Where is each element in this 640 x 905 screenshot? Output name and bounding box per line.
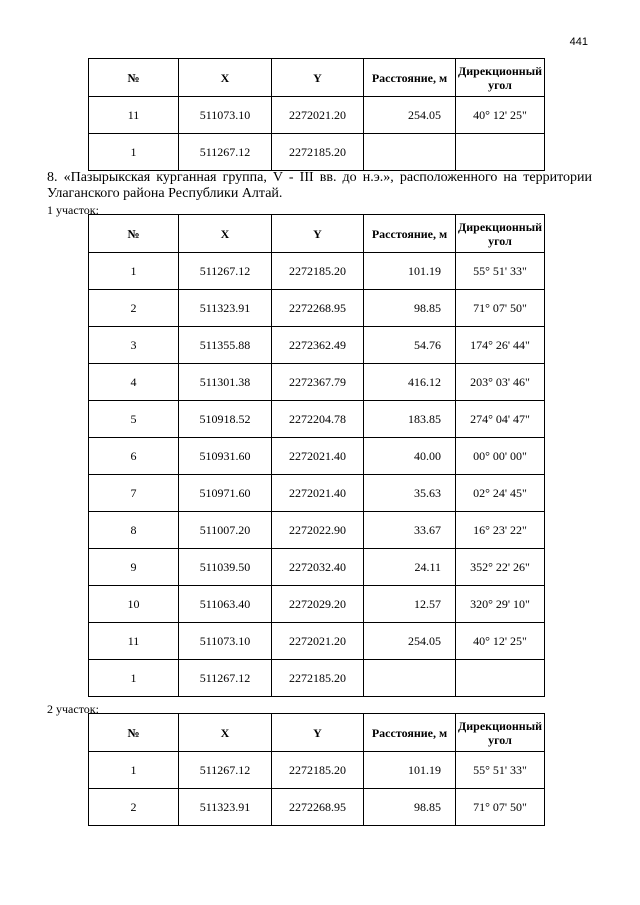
cell-y: 2272204.78 <box>272 401 364 438</box>
cell-y: 2272367.79 <box>272 364 364 401</box>
table-row <box>89 475 545 512</box>
cell-x: 511267.12 <box>179 660 272 697</box>
cell-distance: 101.19 <box>364 253 456 290</box>
cell-number: 7 <box>89 475 179 512</box>
table-row <box>89 512 545 549</box>
cell-y: 2272268.95 <box>272 789 364 826</box>
header-y: Y <box>272 714 364 752</box>
header-distance: Расстояние, м <box>364 714 456 752</box>
cell-direction-angle: 40° 12' 25" <box>456 623 545 660</box>
cell-x: 510918.52 <box>179 401 272 438</box>
header-x: X <box>179 215 272 253</box>
table-row <box>89 438 545 475</box>
cell-number: 2 <box>89 789 179 826</box>
coordinates-table-plot-2 <box>88 713 545 826</box>
cell-distance: 254.05 <box>364 97 456 134</box>
table-row <box>89 134 545 171</box>
cell-distance: 33.67 <box>364 512 456 549</box>
cell-direction-angle: 352° 22' 26" <box>456 549 545 586</box>
cell-x: 511073.10 <box>179 97 272 134</box>
cell-number: 1 <box>89 752 179 789</box>
header-number: № <box>89 59 179 97</box>
cell-x: 511301.38 <box>179 364 272 401</box>
coordinates-table-plot-1 <box>88 214 545 697</box>
cell-distance: 54.76 <box>364 327 456 364</box>
cell-x: 511267.12 <box>179 134 272 171</box>
cell-number: 1 <box>89 134 179 171</box>
cell-y: 2272021.40 <box>272 475 364 512</box>
coordinates-table-continued <box>88 58 545 171</box>
cell-direction-angle: 00° 00' 00" <box>456 438 545 475</box>
table-row <box>89 253 545 290</box>
cell-x: 511039.50 <box>179 549 272 586</box>
table-row <box>89 401 545 438</box>
table-row <box>89 97 545 134</box>
table-header-row <box>89 59 545 97</box>
cell-x: 511267.12 <box>179 752 272 789</box>
table-row <box>89 327 545 364</box>
table-header-row <box>89 215 545 253</box>
cell-number: 11 <box>89 97 179 134</box>
cell-direction-angle: 203° 03' 46" <box>456 364 545 401</box>
section-8-heading: 8. «Пазырыкская курганная группа, V - III вв. до н.э.», расположенного на территории Улаганского района Республики Алтай. <box>47 170 592 201</box>
cell-distance: 40.00 <box>364 438 456 475</box>
cell-direction-angle: 55° 51' 33" <box>456 253 545 290</box>
header-x: X <box>179 59 272 97</box>
cell-distance: 416.12 <box>364 364 456 401</box>
table-row <box>89 660 545 697</box>
plot-1-label: 1 участок: <box>47 203 99 217</box>
cell-distance: 98.85 <box>364 290 456 327</box>
header-direction-angle: Дирекционный угол <box>456 59 545 97</box>
header-direction-angle: Дирекционный угол <box>456 714 545 752</box>
cell-distance: 98.85 <box>364 789 456 826</box>
cell-direction-angle: 16° 23' 22" <box>456 512 545 549</box>
cell-number: 1 <box>89 253 179 290</box>
table-header-row <box>89 714 545 752</box>
cell-direction-angle <box>456 134 545 171</box>
cell-distance <box>364 660 456 697</box>
table-row <box>89 789 545 826</box>
cell-x: 510931.60 <box>179 438 272 475</box>
table-row <box>89 623 545 660</box>
table-row <box>89 586 545 623</box>
cell-x: 510971.60 <box>179 475 272 512</box>
header-number: № <box>89 215 179 253</box>
cell-number: 5 <box>89 401 179 438</box>
header-x: X <box>179 714 272 752</box>
cell-number: 11 <box>89 623 179 660</box>
cell-distance: 183.85 <box>364 401 456 438</box>
cell-x: 511063.40 <box>179 586 272 623</box>
header-y: Y <box>272 59 364 97</box>
cell-direction-angle: 40° 12' 25" <box>456 97 545 134</box>
table-row <box>89 752 545 789</box>
cell-distance: 12.57 <box>364 586 456 623</box>
cell-y: 2272185.20 <box>272 253 364 290</box>
header-distance: Расстояние, м <box>364 59 456 97</box>
table-row <box>89 549 545 586</box>
header-distance: Расстояние, м <box>364 215 456 253</box>
cell-x: 511323.91 <box>179 789 272 826</box>
cell-y: 2272029.20 <box>272 586 364 623</box>
cell-direction-angle: 02° 24' 45" <box>456 475 545 512</box>
header-y: Y <box>272 215 364 253</box>
cell-number: 4 <box>89 364 179 401</box>
plot-2-label: 2 участок: <box>47 702 99 716</box>
page-number: 441 <box>569 36 588 48</box>
cell-direction-angle: 274° 04' 47" <box>456 401 545 438</box>
table-row <box>89 290 545 327</box>
header-number: № <box>89 714 179 752</box>
cell-x: 511007.20 <box>179 512 272 549</box>
cell-x: 511355.88 <box>179 327 272 364</box>
cell-y: 2272022.90 <box>272 512 364 549</box>
cell-y: 2272021.20 <box>272 623 364 660</box>
cell-x: 511267.12 <box>179 253 272 290</box>
cell-number: 10 <box>89 586 179 623</box>
cell-y: 2272185.20 <box>272 752 364 789</box>
cell-number: 9 <box>89 549 179 586</box>
cell-direction-angle: 174° 26' 44" <box>456 327 545 364</box>
cell-number: 2 <box>89 290 179 327</box>
cell-distance: 254.05 <box>364 623 456 660</box>
cell-distance <box>364 134 456 171</box>
cell-x: 511323.91 <box>179 290 272 327</box>
cell-number: 8 <box>89 512 179 549</box>
cell-direction-angle: 71° 07' 50" <box>456 290 545 327</box>
cell-y: 2272021.40 <box>272 438 364 475</box>
cell-distance: 24.11 <box>364 549 456 586</box>
cell-number: 1 <box>89 660 179 697</box>
cell-distance: 35.63 <box>364 475 456 512</box>
cell-y: 2272021.20 <box>272 97 364 134</box>
cell-number: 6 <box>89 438 179 475</box>
header-direction-angle: Дирекционный угол <box>456 215 545 253</box>
cell-number: 3 <box>89 327 179 364</box>
table-row <box>89 364 545 401</box>
cell-y: 2272185.20 <box>272 134 364 171</box>
cell-distance: 101.19 <box>364 752 456 789</box>
cell-y: 2272185.20 <box>272 660 364 697</box>
cell-x: 511073.10 <box>179 623 272 660</box>
cell-direction-angle: 320° 29' 10" <box>456 586 545 623</box>
cell-y: 2272032.40 <box>272 549 364 586</box>
cell-direction-angle: 55° 51' 33" <box>456 752 545 789</box>
cell-direction-angle: 71° 07' 50" <box>456 789 545 826</box>
cell-direction-angle <box>456 660 545 697</box>
cell-y: 2272362.49 <box>272 327 364 364</box>
cell-y: 2272268.95 <box>272 290 364 327</box>
